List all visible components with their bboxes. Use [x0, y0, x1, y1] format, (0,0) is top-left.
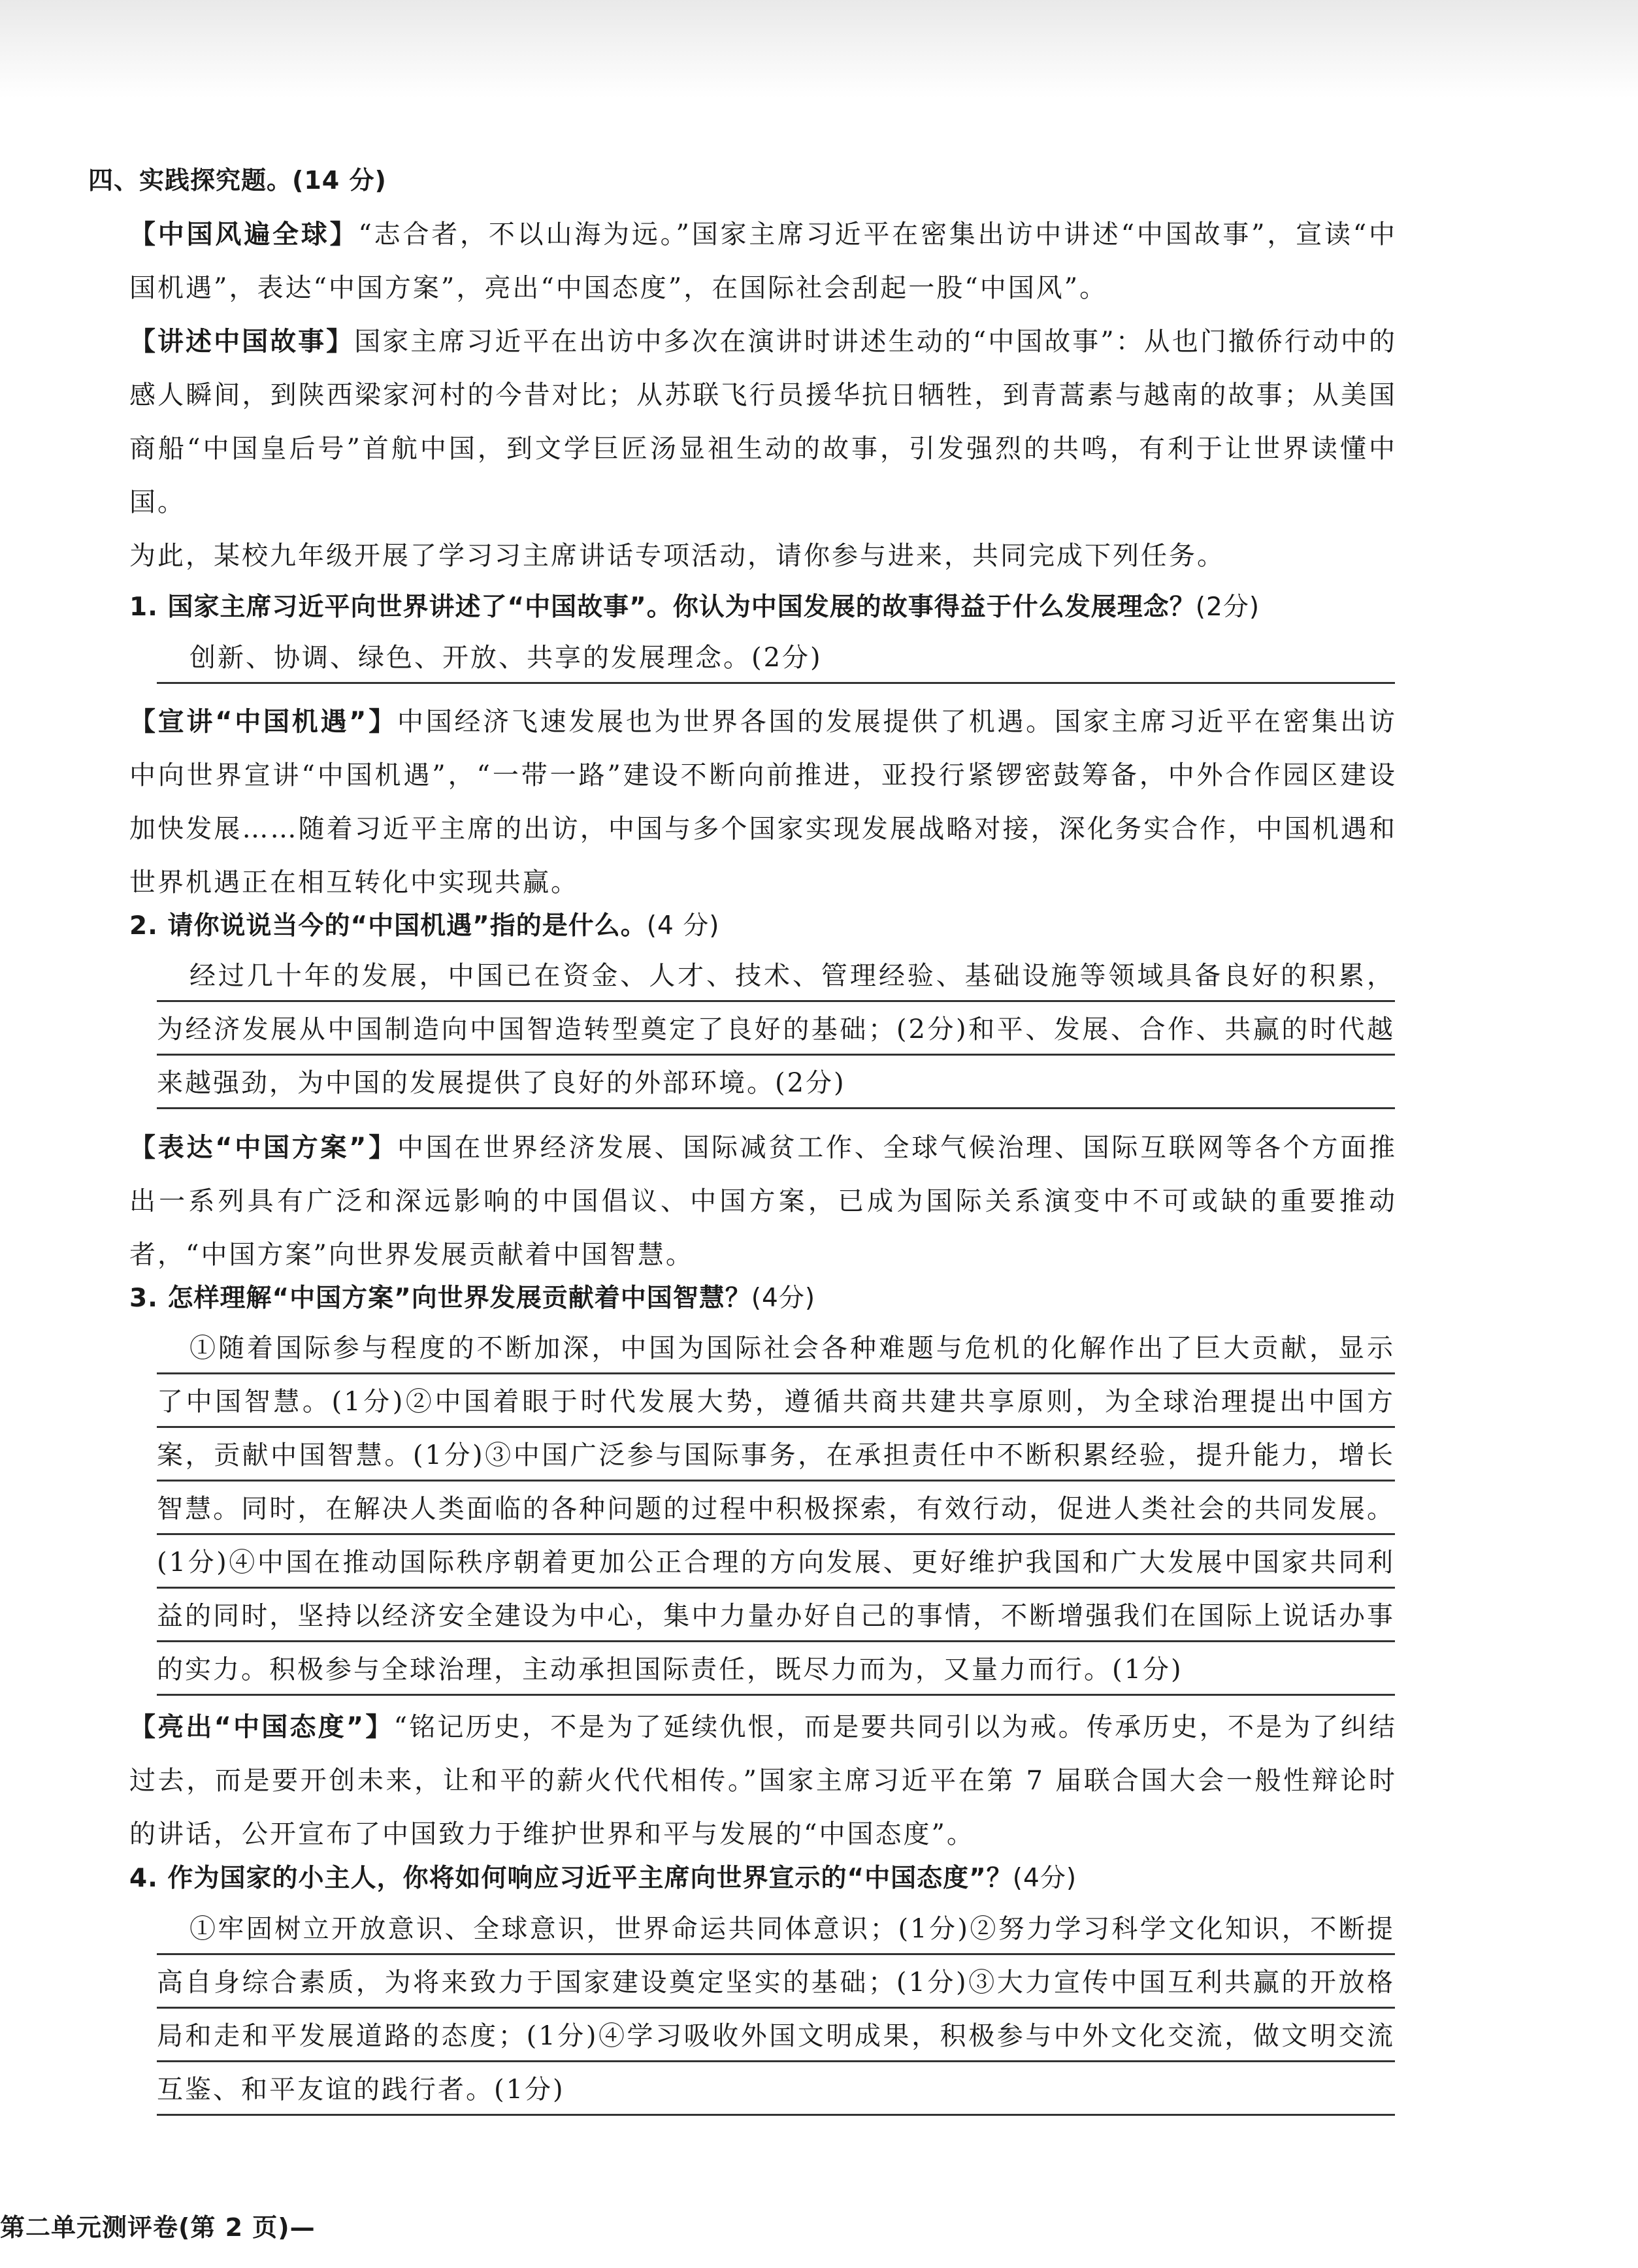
question-1 [129, 589, 1397, 626]
question-1-points: (2分) [1195, 592, 1260, 622]
answer-2-text: 经过几十年的发展，中国已在资金、人才、技术、管理经验、基础设施等领域具备良好的积累，为经济发展从中国制造向中国智造转型奠定了良好的基础；(2分)和平、发展、合作、共赢的时代越来越强劲，为中国的发展提供了良好的外部环境。(2分) [157, 961, 1395, 1098]
answer-3-text: ①随着国际参与程度的不断加深，中国为国际社会各种难题与危机的化解作出了巨大贡献，显示了中国智慧。(1分)②中国着眼于时代发展大势，遵循共商共建共享原则，为全球治理提出中国方案，贡献中国智慧。(1分)③中国广泛参与国际事务，在承担责任中不断积累经验，提升能力，增长智慧。同时，在解决人类面临的各种问题的过程中积极探索，有效行动，促进人类社会的共同发展。(1分)④中国在推动国际秩序朝着更加公正合理的方向发展、更好维护我国和广大发展中国家共同利益的同时，坚持以经济安全建设为中心，集中力量办好自己的事情，不断增强我们在国际上说话办事的实力。积极参与全球治理，主动承担国际责任，既尽力而为，又量力而行。(1分) [157, 1333, 1395, 1685]
scan-shadow [0, 0, 1638, 98]
question-4-points: (4分) [1012, 1864, 1077, 1893]
intro-text: “志合者，不以山海为远。”国家主席习近平在密集出访中讲述“中国故事”，宣读“中国机遇”，表达“中国方案”，亮出“中国态度”，在国际社会刮起一股“中国风”。 [129, 219, 1398, 303]
intro-tag: 【中国风遍全球】 [129, 219, 359, 250]
page-footer: 第二单元测评卷(第 2 页)— [0, 2213, 316, 2242]
opportunity-text: 中国经济飞速发展也为世界各国的发展提供了机遇。国家主席习近平在密集出访中向世界宣讲“中国机遇”，“一带一路”建设不断向前推进，亚投行紧锣密鼓筹备，中外合作园区建设加快发展……随着习近平主席的出访，中国与多个国家实现发展战略对接，深化务实合作，中国机遇和世界机遇正在相互转化中实现共赢。 [129, 707, 1398, 898]
plan-paragraph [129, 1121, 1397, 1282]
question-2 [129, 908, 1397, 945]
section-title: 四、实践探究题。(14 分) [88, 166, 387, 195]
question-3 [129, 1280, 1397, 1317]
attitude-paragraph [129, 1700, 1397, 1861]
opportunity-paragraph [129, 695, 1397, 909]
question-2-text: 2. 请你说说当今的“中国机遇”指的是什么。 [129, 911, 647, 941]
plan-tag: 【表达“中国方案”】 [129, 1133, 397, 1163]
question-2-points: (4 分) [646, 911, 720, 941]
attitude-text: “铭记历史，不是为了延续仇恨，而是要共同引以为戒。传承历史，不是为了纠结过去，而是要开创未来，让和平的薪火代代相传。”国家主席习近平在第 7 届联合国大会一般性辩论时的讲话，公开宣布了中国致力于维护世界和平与发展的“中国态度”。 [129, 1712, 1398, 1849]
answer-3 [157, 1321, 1395, 1696]
intro-paragraph [129, 208, 1397, 315]
question-3-text: 3. 怎样理解“中国方案”向世界发展贡献着中国智慧？ [129, 1284, 751, 1313]
answer-1 [157, 631, 1395, 685]
answer-2 [157, 949, 1395, 1110]
question-4-text: 4. 作为国家的小主人，你将如何响应习近平主席向世界宣示的“中国态度”？ [129, 1864, 1013, 1893]
answer-4 [157, 1902, 1395, 2116]
question-3-points: (4分) [751, 1284, 816, 1313]
opportunity-tag: 【宣讲“中国机遇”】 [129, 707, 397, 737]
story-paragraph [129, 315, 1397, 529]
question-4 [129, 1860, 1397, 1897]
story-text: 国家主席习近平在出访中多次在演讲时讲述生动的“中国故事”：从也门撤侨行动中的感人瞬间，到陕西梁家河村的今昔对比；从苏联飞行员援华抗日牺牲，到青蒿素与越南的故事；从美国商船“中国皇后号”首航中国，到文学巨匠汤显祖生动的故事，引发强烈的共鸣，有利于让世界读懂中国。 [129, 327, 1397, 517]
question-1-text: 1. 国家主席习近平向世界讲述了“中国故事”。你认为中国发展的故事得益于什么发展理念？ [129, 592, 1196, 622]
task-intro: 为此，某校九年级开展了学习习主席讲话专项活动，请你参与进来，共同完成下列任务。 [129, 541, 1225, 571]
answer-1-text: 创新、协调、绿色、开放、共享的发展理念。(2分) [189, 643, 823, 673]
story-tag: 【讲述中国故事】 [129, 327, 355, 357]
attitude-tag: 【亮出“中国态度”】 [129, 1712, 394, 1742]
plan-text: 中国在世界经济发展、国际减贫工作、全球气候治理、国际互联网等各个方面推出一系列具有广泛和深远影响的中国倡议、中国方案，已成为国际关系演变中不可或缺的重要推动者，“中国方案”向世界发展贡献着中国智慧。 [129, 1133, 1398, 1270]
answer-4-text: ①牢固树立开放意识、全球意识，世界命运共同体意识；(1分)②努力学习科学文化知识，不断提高自身综合素质，为将来致力于国家建设奠定坚实的基础；(1分)③大力宣传中国互利共赢的开放格局和走和平发展道路的态度；(1分)④学习吸收外国文明成果，积极参与中外文化交流，做文明交流互鉴、和平友谊的践行者。(1分) [157, 1914, 1395, 2105]
